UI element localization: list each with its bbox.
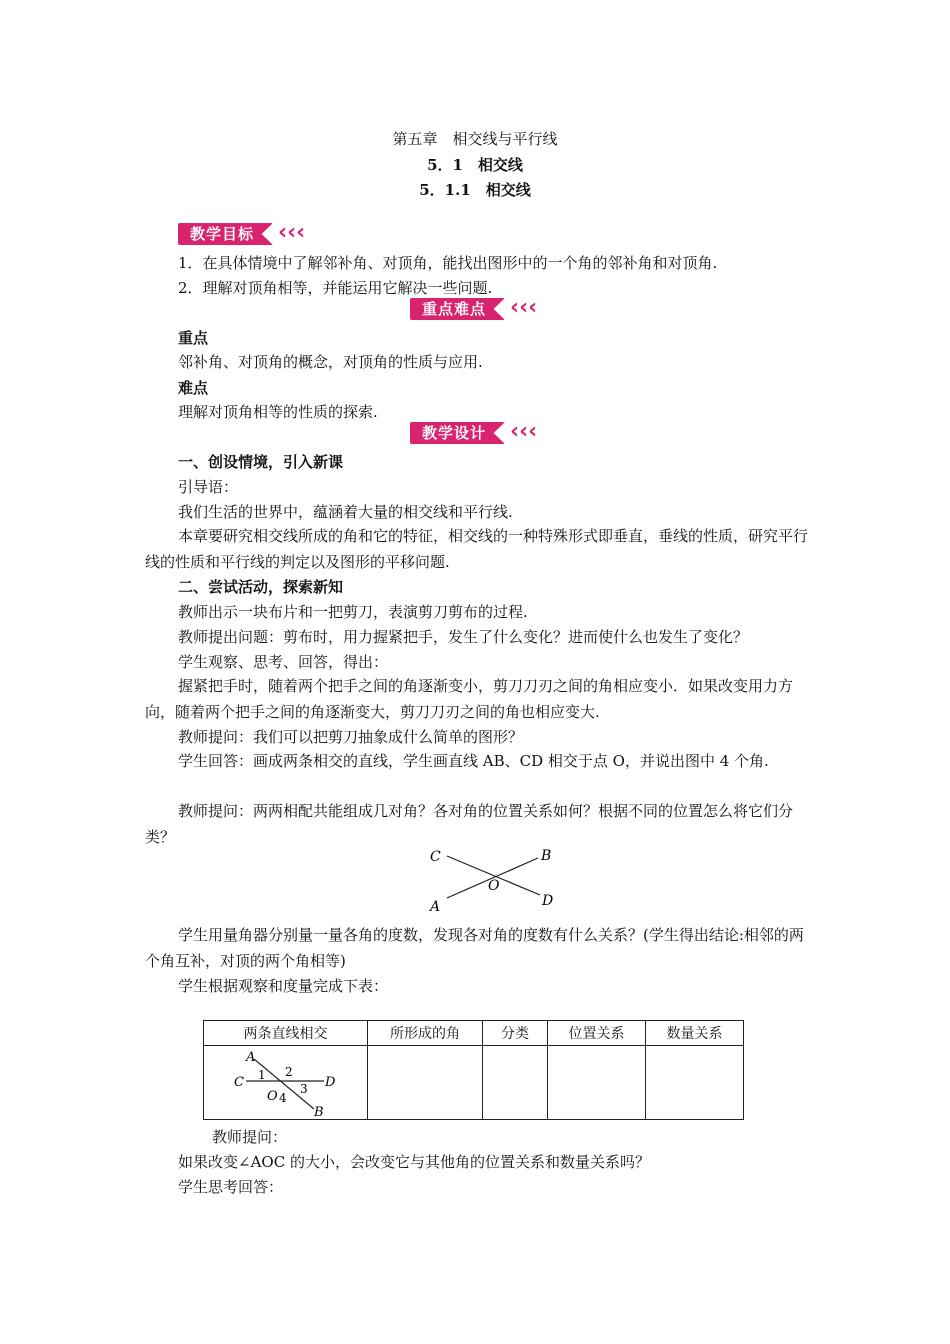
observation-table <box>203 1020 744 1120</box>
table-cell <box>548 1046 646 1120</box>
goal-item-1: 1．在具体情境中了解邻补角、对顶角，能找出图形中的一个角的邻补角和对顶角. <box>178 254 718 272</box>
chevrons-icon: ‹‹‹ <box>510 419 538 444</box>
angle-1: 1 <box>258 1067 266 1082</box>
label-a: A <box>246 1049 256 1065</box>
angle-figure <box>204 1047 364 1119</box>
paragraph: 学生观察、思考、回答，得出： <box>178 653 389 671</box>
goal-item-2: 2．理解对顶角相等，并能运用它解决一些问题. <box>178 279 493 297</box>
intersecting-lines-figure <box>420 843 570 915</box>
table-header-cell: 两条直线相交 <box>204 1021 368 1046</box>
paragraph: 本章要研究相交线所成的角和它的特征，相交线的一种特殊形式即垂直，垂线的性质，研究平行线的性质和平行线的判定以及图形的平移问题. <box>145 527 809 571</box>
chapter-title: 第五章 相交线与平行线 <box>392 130 558 148</box>
part2-heading: 二、尝试活动，探索新知 <box>178 578 344 596</box>
paragraph: 教师提问：两两相配共能组成几对角？各对角的位置关系如何？根据不同的位置怎么将它们分类？ <box>145 802 794 846</box>
label-d: D <box>542 893 554 909</box>
paragraph: 学生用量角器分别量一量各角的度数，发现各对角的度数有什么关系？(学生得出结论:相邻的两个角互补，对顶的两个角相等) <box>145 926 804 970</box>
part1-heading: 一、创设情境，引入新课 <box>178 453 344 471</box>
angle-3: 3 <box>300 1081 308 1096</box>
paragraph: 握紧把手时，随着两个把手之间的角逐渐变小，剪刀刀刃之间的角相应变小．如果改变用力方向，随着两个把手之间的角逐渐变大，剪刀刀刃之间的角也相应变大. <box>145 677 794 721</box>
table-row <box>204 1046 744 1120</box>
chevrons-icon: ‹‹‹ <box>510 295 538 320</box>
table-cell <box>483 1046 548 1120</box>
goals-banner: 教学目标 ‹‹‹ <box>178 223 348 245</box>
paragraph: 如果改变∠AOC 的大小，会改变它与其他角的位置关系和数量关系吗？ <box>178 1153 650 1171</box>
difficulty-text: 理解对顶角相等的性质的探索. <box>178 403 378 421</box>
paragraph: 我们生活的世界中，蕴涵着大量的相交线和平行线. <box>178 503 513 521</box>
table-header-cell: 数量关系 <box>646 1021 744 1046</box>
paragraph: 教师提问： <box>212 1128 288 1146</box>
chevrons-icon: ‹‹‹ <box>278 220 306 245</box>
label-o: O <box>267 1088 278 1104</box>
design-banner: 教学设计 ‹‹‹ <box>410 422 580 444</box>
angle-4: 4 <box>279 1090 287 1105</box>
label-b: B <box>314 1104 324 1119</box>
table-header-cell: 位置关系 <box>548 1021 646 1046</box>
paragraph: 学生根据观察和度量完成下表： <box>178 977 389 995</box>
label-a: A <box>430 899 441 915</box>
label-c: C <box>234 1074 244 1090</box>
table-header-cell: 分类 <box>483 1021 548 1046</box>
paragraph: 教师提出问题：剪布时，用力握紧把手，发生了什么变化？进而使什么也发生了变化？ <box>178 628 749 646</box>
table-figure-cell <box>204 1046 368 1120</box>
paragraph: 学生思考回答： <box>178 1178 284 1196</box>
subsection-title: 5．1.1 相交线 <box>419 181 531 199</box>
focus-heading: 重点 <box>178 329 209 347</box>
paragraph: 教师出示一块布片和一把剪刀，表演剪刀剪布的过程. <box>178 603 528 621</box>
keypoints-banner: 重点难点 ‹‹‹ <box>410 298 580 320</box>
table-header-row <box>204 1021 744 1046</box>
table-cell <box>368 1046 483 1120</box>
table-cell <box>646 1046 744 1120</box>
angle-2: 2 <box>285 1064 293 1079</box>
paragraph: 教师提问：我们可以把剪刀抽象成什么简单的图形？ <box>178 728 524 746</box>
paragraph: 引导语： <box>178 478 239 496</box>
focus-text: 邻补角、对顶角的概念，对顶角的性质与应用. <box>178 353 483 371</box>
difficulty-heading: 难点 <box>178 379 209 397</box>
label-o: O <box>488 878 500 894</box>
paragraph: 学生回答：画成两条相交的直线，学生画直线 AB、CD 相交于点 O，并说出图中 4 个角. <box>178 752 769 770</box>
label-b: B <box>541 848 552 864</box>
section-title: 5．1 相交线 <box>427 156 523 174</box>
label-d: D <box>325 1074 336 1090</box>
table-header-cell: 所形成的角 <box>368 1021 483 1046</box>
label-c: C <box>430 849 441 865</box>
